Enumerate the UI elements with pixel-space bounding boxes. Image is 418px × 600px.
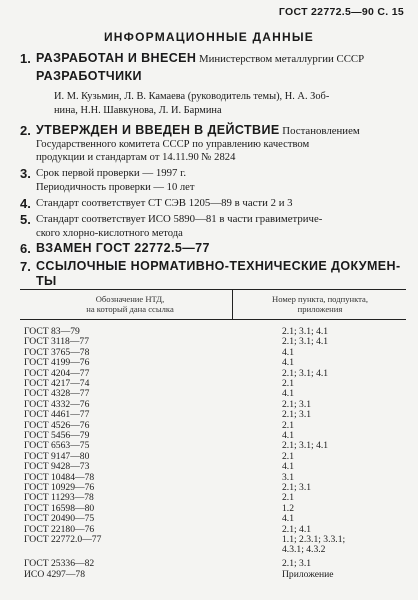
- section-text: Стандарт соответствует СТ СЭВ 1205—89 в части 2 и 3: [36, 197, 293, 209]
- table-row: [24, 462, 414, 472]
- ntd-designation: ГОСТ 5456—79: [24, 430, 90, 441]
- table-row: [24, 358, 414, 368]
- section-heading: ССЫЛОЧНЫЕ НОРМАТИВНО-ТЕХНИЧЕСКИЕ ДОКУМЕН-: [36, 259, 401, 273]
- ntd-designation: ГОСТ 4332—76: [24, 398, 90, 410]
- section-number: 7.: [20, 259, 31, 274]
- approval-line-3: продукции и стандартам от 14.11.90 № 2824: [36, 152, 236, 163]
- ntd-designation: ГОСТ 3765—78: [24, 346, 90, 358]
- section-heading: ВЗАМЕН ГОСТ 22772.5—77: [36, 241, 210, 255]
- table-header-col2: [240, 294, 400, 314]
- col1-header-line: Обозначение НТД,: [95, 294, 165, 304]
- table-column-divider: [232, 289, 233, 319]
- iso-line-2: ского хлорно-кислотного метода: [36, 228, 183, 239]
- clause-number: 2.1; 3.1; 4.1: [282, 440, 329, 452]
- section-developers-heading: [36, 70, 406, 85]
- ntd-designation: ГОСТ 4461—77: [24, 409, 90, 421]
- ntd-designation: ГОСТ 4204—77: [24, 367, 90, 379]
- section-number: 3.: [20, 166, 31, 181]
- ntd-designation: ГОСТ 22772.0—77: [24, 534, 102, 545]
- ntd-designation: ГОСТ 4199—76: [24, 357, 90, 369]
- ntd-designation: ГОСТ 4328—77: [24, 388, 90, 400]
- table-top-rule: [20, 289, 406, 290]
- section-number: 5.: [20, 212, 31, 227]
- clause-number: 2.1: [282, 492, 294, 504]
- section-number: 1.: [20, 51, 31, 66]
- clause-number: 4.1: [282, 461, 294, 473]
- clause-number: 4.3.1; 4.3.2: [282, 544, 326, 556]
- clause-number: 1.1; 2.3.1; 3.3.1;: [282, 534, 346, 545]
- ntd-designation: ГОСТ 10929—76: [24, 482, 95, 493]
- clause-number: 4.1: [282, 513, 294, 525]
- ntd-designation: ГОСТ 10484—78: [24, 471, 95, 483]
- section-5: [20, 212, 406, 227]
- col1-header-line: на который дана ссылка: [86, 304, 174, 314]
- ntd-designation: ГОСТ 25336—82: [24, 558, 95, 570]
- section-text: Постановлением: [279, 125, 360, 137]
- section-heading: РАЗРАБОТЧИКИ: [36, 69, 142, 83]
- clause-number: 4.1: [282, 388, 294, 400]
- ntd-designation: ГОСТ 3118—77: [24, 336, 90, 348]
- clause-number: 2.1: [282, 378, 294, 389]
- ntd-designation: ГОСТ 16598—80: [24, 502, 95, 514]
- clause-number: 2.1; 3.1: [282, 409, 312, 421]
- clause-number: 2.1; 3.1; 4.1: [282, 367, 329, 379]
- section-text: Срок первой проверки — 1997 г.: [36, 167, 187, 179]
- clause-number: 2.1; 3.1; 4.1: [282, 326, 329, 337]
- table-row: [24, 535, 414, 545]
- section-7: [20, 259, 406, 275]
- section-heading-cont: ТЫ: [36, 274, 57, 288]
- section-text: Стандарт соответствует ИСО 5890—81 в части гравиметриче-: [36, 213, 323, 225]
- clause-number: 2.1; 3.1: [282, 558, 312, 570]
- clause-number: 2.1: [282, 450, 294, 462]
- clause-number: 2.1: [282, 419, 294, 431]
- approval-line-2: Государственного комитета СССР по управлению качеством: [36, 139, 310, 150]
- clause-number: 2.1; 3.1: [282, 398, 312, 410]
- clause-number: 4.1: [282, 346, 294, 358]
- col2-header-line: Номер пункта, подпункта,: [272, 294, 368, 304]
- table-row: [24, 441, 414, 451]
- col2-header-line: приложения: [297, 304, 343, 314]
- section-number: 4.: [20, 196, 31, 211]
- clause-number: 2.1; 3.1; 4.1: [282, 336, 329, 348]
- page-title: ИНФОРМАЦИОННЫЕ ДАННЫЕ: [103, 30, 315, 44]
- section-number: 6.: [20, 241, 31, 256]
- table-header-rule: [20, 319, 406, 320]
- table-row: [24, 545, 414, 555]
- section-3: [20, 166, 406, 181]
- section-1: [20, 51, 406, 67]
- ntd-designation: ГОСТ 6563—75: [24, 440, 90, 452]
- developers-line-2: нина, Н.Н. Шавкунова, Л. И. Бармина: [54, 105, 222, 116]
- section-2: [20, 123, 406, 139]
- ntd-designation: ГОСТ 9147—80: [24, 450, 90, 462]
- clause-number: 1.2: [282, 502, 294, 514]
- table-row: [24, 337, 414, 347]
- table-row: [24, 389, 414, 399]
- ntd-designation: ГОСТ 83—79: [24, 326, 80, 337]
- section-4: [20, 196, 406, 211]
- clause-number: 3.1: [282, 471, 294, 483]
- clause-number: Приложение: [282, 568, 334, 580]
- ntd-designation: ГОСТ 4526—76: [24, 419, 90, 431]
- clause-number: 2.1; 4.1: [282, 523, 312, 535]
- section-heading: УТВЕРЖДЕН И ВВЕДЕН В ДЕЙСТВИЕ: [36, 123, 280, 137]
- section-number: 2.: [20, 123, 31, 138]
- ntd-designation: ГОСТ 11293—78: [24, 492, 94, 504]
- clause-number: 4.1: [282, 430, 294, 441]
- table-row: [24, 514, 414, 524]
- table-row: [24, 570, 414, 580]
- ntd-designation: ГОСТ 4217—74: [24, 378, 90, 389]
- table-header-col1: [40, 294, 220, 314]
- section-text: Министерством металлургии СССР: [196, 53, 365, 65]
- running-head: ГОСТ 22772.5—90 С. 15: [278, 6, 404, 18]
- ntd-designation: ГОСТ 22180—76: [24, 523, 95, 535]
- ntd-designation: ГОСТ 9428—73: [24, 461, 90, 473]
- periodicity-line: Периодичность проверки — 10 лет: [36, 182, 195, 193]
- section-6: [20, 241, 406, 257]
- section-heading: РАЗРАБОТАН И ВНЕСЕН: [36, 51, 197, 65]
- table-row: [24, 559, 414, 569]
- table-row: [24, 493, 414, 503]
- clause-number: 2.1; 3.1: [282, 482, 312, 493]
- clause-number: 4.1: [282, 357, 294, 369]
- ntd-designation: ИСО 4297—78: [24, 568, 86, 580]
- ntd-designation: ГОСТ 20490—75: [24, 513, 95, 525]
- developers-line-1: И. М. Кузьмин, Л. В. Камаева (руководитель темы), Н. А. Зоб-: [54, 91, 330, 102]
- section-7-cont: [36, 275, 406, 290]
- table-row: [24, 410, 414, 420]
